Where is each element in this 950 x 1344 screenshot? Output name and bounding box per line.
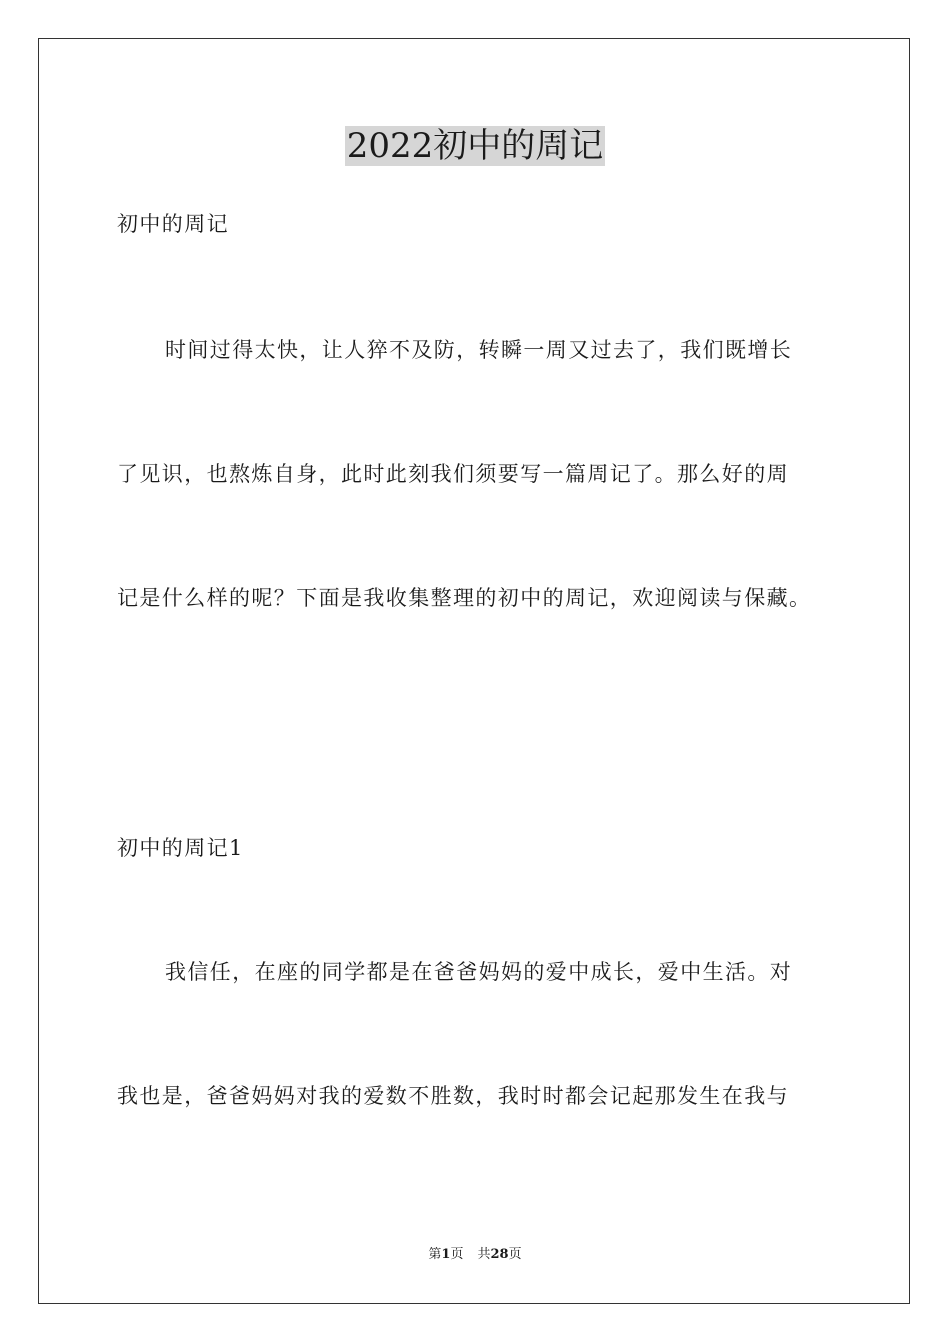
footer-page-suffix: 页	[450, 1247, 464, 1262]
document-title	[0, 124, 950, 168]
paragraph-line: 我信任，在座的同学都是在爸爸妈妈的爱中成长，爱中生活。对	[165, 960, 793, 984]
intro-heading: 初中的周记	[117, 212, 229, 236]
paragraph-line: 记是什么样的呢？下面是我收集整理的初中的周记，欢迎阅读与保藏。	[117, 586, 812, 610]
paragraph-line: 时间过得太快，让人猝不及防，转瞬一周又过去了，我们既增长	[165, 338, 793, 362]
footer-total-pages: 28	[490, 1247, 509, 1262]
footer-page-prefix: 第	[428, 1247, 442, 1262]
footer-total-suffix: 页	[508, 1247, 522, 1262]
footer-page-number: 1	[441, 1247, 451, 1262]
paragraph-line: 我也是，爸爸妈妈对我的爱数不胜数，我时时都会记起那发生在我与	[117, 1084, 789, 1108]
paragraph-line: 了见识，也熬炼自身，此时此刻我们须要写一篇周记了。那么好的周	[117, 462, 789, 486]
footer-total-prefix: 共	[477, 1247, 491, 1262]
section-heading: 初中的周记1	[117, 836, 244, 860]
document-title-text: 2022初中的周记	[346, 126, 604, 166]
page-footer	[0, 1246, 950, 1264]
